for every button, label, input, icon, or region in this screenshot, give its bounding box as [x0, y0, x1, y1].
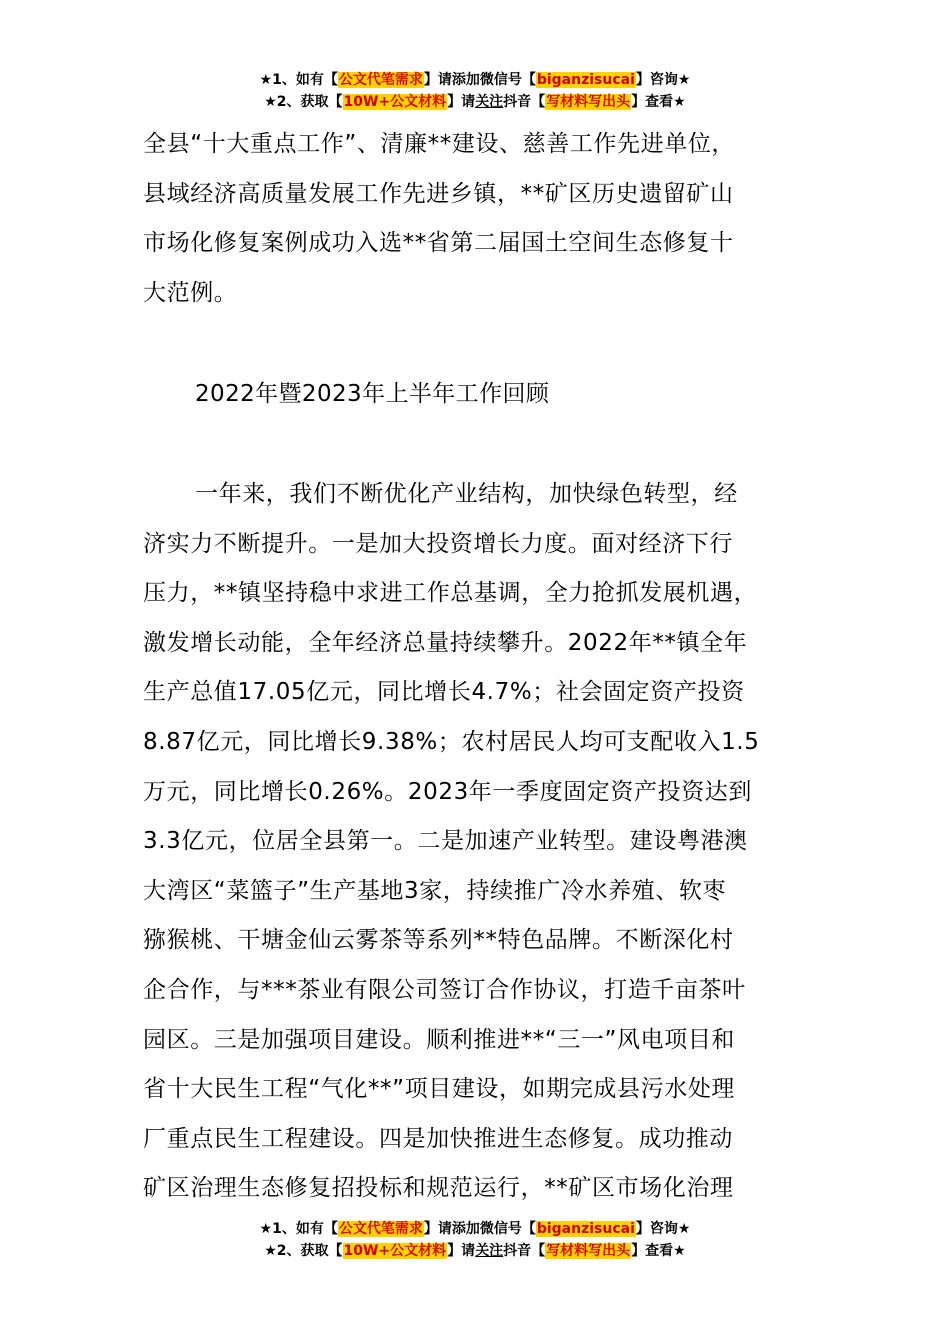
douyin-id-highlight: 写材料写出头 [546, 94, 631, 110]
banner-text: 】请 [447, 1243, 476, 1259]
banner-text: ★2、获取【 [264, 1243, 343, 1259]
text-line: 激发增长动能，全年经济总量持续攀升。2022年**镇全年 [143, 629, 748, 656]
text-line: 3.3亿元，位居全县第一。二是加速产业转型。建设粤港澳 [143, 828, 748, 855]
section-heading: 2022年暨2023年上半年工作回顾 [195, 381, 550, 407]
banner-text: 抖音【 [503, 94, 546, 110]
banner-underline: 关注 [475, 1243, 504, 1259]
banner-text: 】咨询★ [635, 1221, 691, 1237]
text-line: 济实力不断提升。一是加大投资增长力度。面对经济下行 [143, 530, 733, 557]
banner-highlight: 10W+公文材料 [343, 1243, 447, 1259]
text-line: 猕猴桃、干塘金仙云雾茶等系列**特色品牌。不断深化村 [143, 927, 734, 954]
text-line: 县域经济高质量发展工作先进乡镇，**矿区历史遗留矿山 [143, 180, 734, 207]
banner-text: ★1、如有【 [259, 1221, 338, 1237]
wechat-id-highlight: biganzisucai [536, 72, 635, 88]
wechat-id-highlight: biganzisucai [536, 1221, 635, 1237]
banner-highlight: 公文代笔需求 [338, 1221, 423, 1237]
text-line: 省十大民生工程“气化**”项目建设，如期完成县污水处理 [143, 1076, 736, 1103]
bottom-banner [0, 1219, 950, 1263]
banner-text: 】请添加微信号【 [423, 72, 536, 88]
banner-text: 】请 [447, 94, 476, 110]
banner-underline: 关注 [475, 94, 504, 110]
text-line: 园区。三是加强项目建设。顺利推进**“三一”风电项目和 [143, 1026, 736, 1053]
banner-highlight: 公文代笔需求 [338, 72, 423, 88]
banner-text: ★1、如有【 [259, 72, 338, 88]
text-line: 8.87亿元，同比增长9.38%；农村居民人均可支配收入1.5 [143, 728, 760, 755]
banner-text: 】查看★ [631, 1243, 686, 1259]
text-line: 企合作，与***茶业有限公司签订合作协议，打造千亩茶叶 [143, 976, 746, 1003]
banner-text: 】咨询★ [635, 72, 691, 88]
banner-text: 】查看★ [631, 94, 686, 110]
top-banner [0, 70, 950, 114]
text-line: 生产总值17.05亿元，同比增长4.7%；社会固定资产投资 [143, 679, 745, 706]
text-line: 大湾区“菜篮子”生产基地3家，持续推广冷水养殖、软枣 [143, 877, 727, 904]
paragraph-intro [143, 120, 833, 318]
text-line: 矿区治理生态修复招投标和规范运行，**矿区市场化治理 [143, 1175, 734, 1202]
text-line: 压力，**镇坚持稳中求进工作总基调，全力抢抓发展机遇， [143, 580, 758, 607]
banner-highlight: 10W+公文材料 [343, 94, 447, 110]
paragraph-review [143, 470, 833, 1214]
banner-line-2 [0, 92, 950, 114]
banner-text: 抖音【 [503, 1243, 546, 1259]
text-line: 一年来，我们不断优化产业结构，加快绿色转型，经 [195, 481, 738, 507]
banner-line-1 [0, 1219, 950, 1241]
text-line: 万元，同比增长0.26%。2023年一季度固定资产投资达到 [143, 778, 752, 805]
text-line: 厂重点民生工程建设。四是加快推进生态修复。成功推动 [143, 1125, 733, 1152]
douyin-id-highlight: 写材料写出头 [546, 1243, 631, 1259]
text-line: 全县“十大重点工作”、清廉**建设、慈善工作先进单位， [143, 131, 736, 157]
text-line: 大范例。 [143, 279, 238, 306]
banner-text: 】请添加微信号【 [423, 1221, 536, 1237]
banner-text: ★2、获取【 [264, 94, 343, 110]
banner-line-1 [0, 70, 950, 92]
banner-line-2 [0, 1241, 950, 1263]
text-line: 市场化修复案例成功入选**省第二届国土空间生态修复十 [143, 230, 734, 257]
